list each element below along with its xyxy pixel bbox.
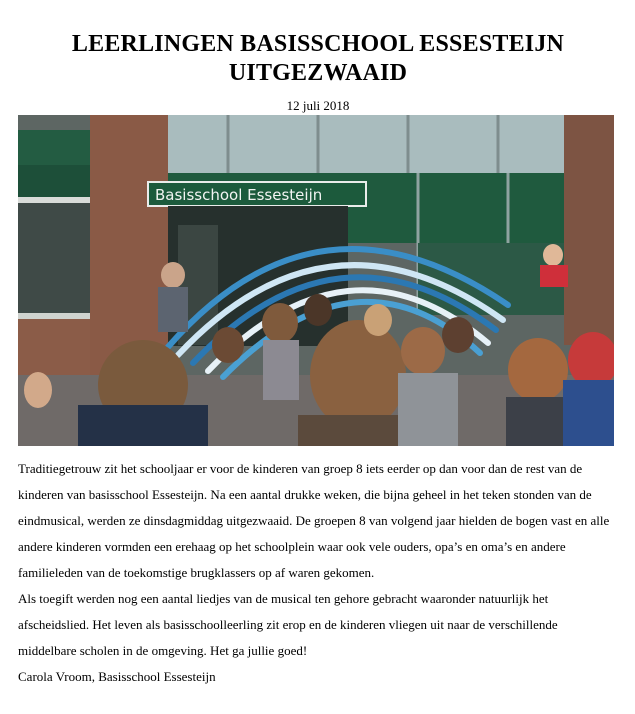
article-photo [18, 115, 614, 446]
title-line-2: UITGEZWAAID [228, 60, 408, 86]
article-date: 12 juli 2018 [286, 98, 350, 113]
title-line-1: LEERLINGEN BASISSCHOOL ESSESTEIJN [71, 31, 565, 57]
article-body [18, 456, 618, 690]
sign-text: Basisschool Essesteijn [155, 186, 323, 204]
article-author: Carola Vroom, Basisschool Essesteijn [18, 669, 216, 684]
paragraph-1: Traditiegetrouw zit het schooljaar er voor de kinderen van groep 8 iets eerder op dan voor dan de rest van de kinderen van basisschool Essesteijn. Na een aantal drukke weken, die bijna geheel in het teken stonden van de eindmusical, werden ze dinsdagmiddag uitgezwaaid. De groepen 8 van volgend jaar hielden de bogen vast en alle andere kinderen vormden een erehaag op het schoolplein waar ook vele ouders, opa’s en oma’s en andere familieleden van de toekomstige brugklassers op af waren gekomen. [18, 461, 610, 580]
article-title [18, 30, 618, 88]
paragraph-2: Als toegift werden nog een aantal liedjes van de musical ten gehore gebracht waaronder natuurlijk het afscheidslied. Het leven als basisschoolleerling zit erop en de kinderen vliegen uit naar de verschillende middelbare scholen in de omgeving. Het ga jullie goed! [18, 591, 558, 658]
school-photo-illustration [18, 115, 614, 446]
